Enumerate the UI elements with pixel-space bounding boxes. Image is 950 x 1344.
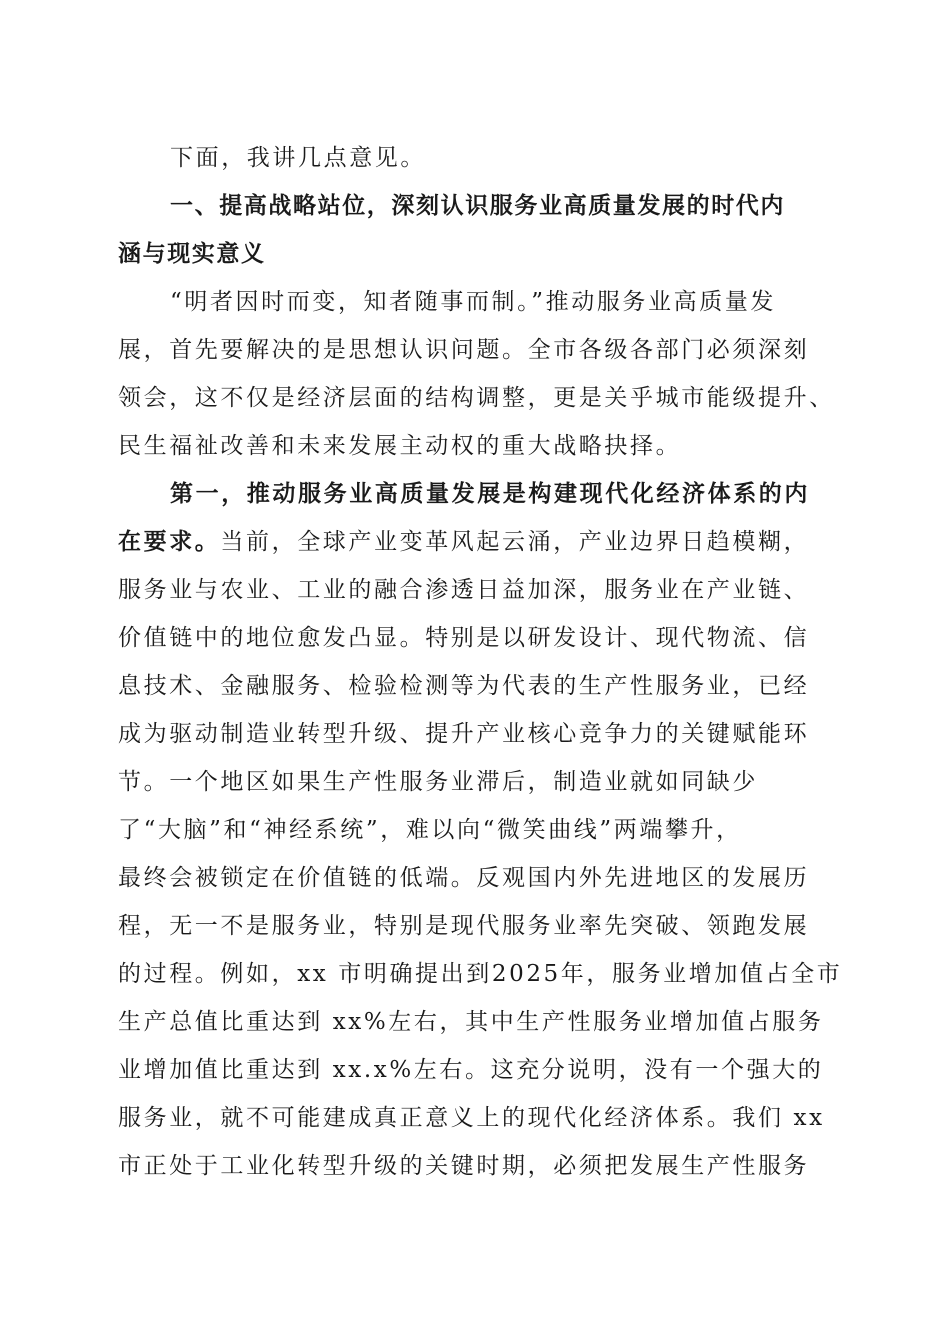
- paragraph-2-line-12: 生产总值比重达到 xx%左右，其中生产性服务业增加值占服务: [118, 1009, 824, 1035]
- paragraph-2-line-2: [118, 518, 842, 566]
- paragraph-1-line-4: 民生福祉改善和未来发展主动权的重大战略抉择。: [118, 433, 682, 459]
- paragraph-2-line-14: 服务业，就不可能建成真正意义上的现代化经济体系。我们 xx: [118, 1105, 825, 1131]
- paragraph-2-line-6: 成为驱动制造业转型升级、提升产业核心竞争力的关键赋能环: [118, 721, 810, 747]
- paragraph-2-line-11: 的过程。例如，xx 市明确提出到2025年，服务业增加值占全市: [118, 961, 843, 987]
- paragraph-2-line-1: 第一，推动服务业高质量发展是构建现代化经济体系的内: [170, 480, 810, 507]
- section-heading-line-2: 涵与现实意义: [118, 241, 266, 267]
- paragraph-2-bold-tail: 在要求。: [118, 528, 221, 555]
- paragraph-2-line-9: 最终会被锁定在价值链的低端。反观国内外先进地区的发展历: [118, 865, 810, 891]
- paragraph-1-line-1: “明者因时而变，知者随事而制。”推动服务业高质量发: [170, 289, 777, 315]
- paragraph-2-line-3: 服务业与农业、工业的融合渗透日益加深，服务业在产业链、: [118, 577, 810, 603]
- paragraph-1-line-3: 领会，这不仅是经济层面的结构调整，更是关乎城市能级提升、: [118, 385, 835, 411]
- paragraph-2-line-2-text: 当前，全球产业变革风起云涌，产业边界日趋模糊，: [220, 529, 810, 555]
- section-heading-line-1: 一、提高战略站位，深刻认识服务业高质量发展的时代内: [170, 193, 785, 219]
- paragraph-2-line-5: 息技术、金融服务、检验检测等为代表的生产性服务业，已经: [118, 673, 810, 699]
- paragraph-2-line-15: 市正处于工业化转型升级的关键时期，必须把发展生产性服务: [118, 1153, 810, 1179]
- paragraph-2-line-8: 了“大脑”和“神经系统”，难以向“微笑曲线”两端攀升，: [118, 817, 742, 843]
- paragraph-2-line-10: 程，无一不是服务业，特别是现代服务业率先突破、领跑发展: [118, 913, 810, 939]
- paragraph-2-line-13: 业增加值比重达到 xx.x%左右。这充分说明，没有一个强大的: [118, 1057, 824, 1083]
- paragraph-1-line-2: 展，首先要解决的是思想认识问题。全市各级各部门必须深刻: [118, 337, 810, 363]
- intro-line: 下面，我讲几点意见。: [170, 145, 426, 171]
- paragraph-2-line-7: 节。一个地区如果生产性服务业滞后，制造业就如同缺少: [118, 769, 758, 795]
- paragraph-2-line-4: 价值链中的地位愈发凸显。特别是以研发设计、现代物流、信: [118, 625, 810, 651]
